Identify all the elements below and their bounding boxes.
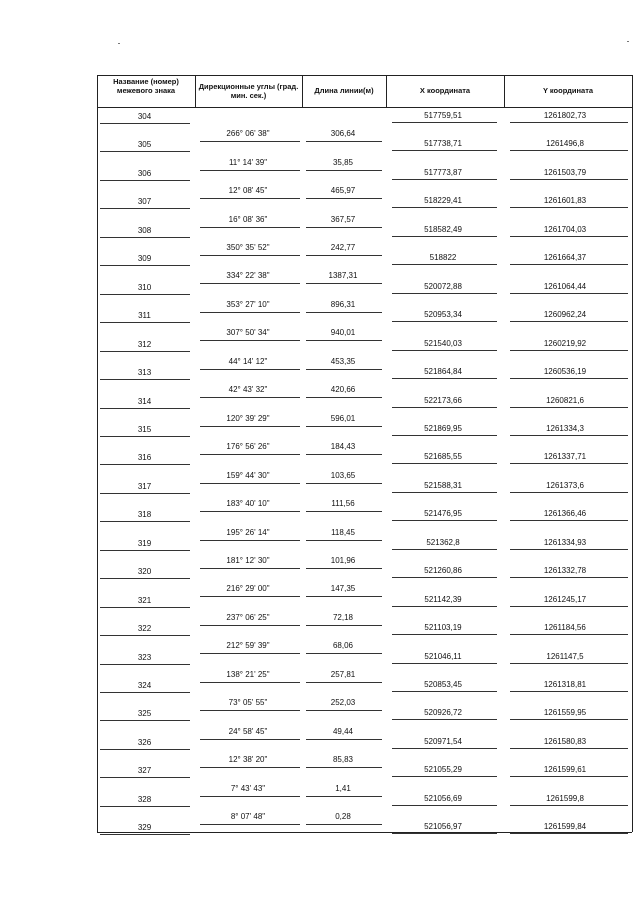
segment-length: 420,66 bbox=[330, 385, 356, 395]
segment-length: 68,06 bbox=[332, 641, 354, 651]
row-rule bbox=[200, 227, 300, 228]
x-coordinate: 521864,84 bbox=[424, 367, 462, 377]
segment-length: 257,81 bbox=[330, 669, 356, 679]
x-coordinate: 521476,95 bbox=[424, 509, 462, 519]
y-coordinate: 1261337,71 bbox=[543, 452, 587, 462]
point-name: 323 bbox=[137, 652, 152, 662]
row-rule bbox=[100, 379, 190, 380]
row-rule bbox=[100, 237, 190, 238]
direction-angle: 350° 35' 52" bbox=[226, 243, 270, 253]
row-rule bbox=[200, 767, 300, 768]
row-rule bbox=[510, 719, 628, 720]
segment-length: 1387,31 bbox=[328, 271, 358, 281]
row-rule bbox=[100, 265, 190, 266]
x-coordinate: 517738,71 bbox=[424, 139, 462, 149]
x-coordinate: 521362,8 bbox=[426, 537, 460, 547]
row-rule bbox=[100, 208, 190, 209]
row-rule bbox=[510, 748, 628, 749]
row-rule bbox=[306, 767, 382, 768]
row-rule bbox=[306, 227, 382, 228]
row-rule bbox=[100, 607, 190, 608]
row-rule bbox=[510, 634, 628, 635]
row-rule bbox=[306, 369, 382, 370]
row-rule bbox=[392, 748, 497, 749]
segment-length: 0,28 bbox=[335, 812, 351, 822]
row-rule bbox=[392, 492, 497, 493]
row-rule bbox=[510, 150, 628, 151]
x-coordinate: 521540,03 bbox=[424, 338, 462, 348]
row-rule bbox=[100, 720, 190, 721]
row-rule bbox=[200, 540, 300, 541]
row-rule bbox=[510, 606, 628, 607]
point-name: 310 bbox=[137, 282, 152, 292]
header-y: Y координата bbox=[542, 86, 594, 95]
row-rule bbox=[200, 170, 300, 171]
y-coordinate: 1261704,03 bbox=[543, 224, 587, 234]
row-rule bbox=[392, 549, 497, 550]
row-rule bbox=[392, 520, 497, 521]
row-rule bbox=[392, 179, 497, 180]
y-coordinate: 1261559,95 bbox=[543, 708, 587, 718]
x-coordinate: 520953,34 bbox=[424, 310, 462, 320]
row-rule bbox=[392, 378, 497, 379]
column-border bbox=[632, 75, 633, 832]
x-coordinate: 521055,29 bbox=[424, 765, 462, 775]
row-rule bbox=[510, 776, 628, 777]
direction-angle: 138° 21' 25" bbox=[226, 669, 270, 679]
y-coordinate: 1261366,46 bbox=[543, 509, 587, 519]
header-x: X координата bbox=[419, 86, 471, 95]
row-rule bbox=[306, 796, 382, 797]
direction-angle: 212° 59' 39" bbox=[226, 641, 270, 651]
row-rule bbox=[510, 407, 628, 408]
x-coordinate: 520926,72 bbox=[424, 708, 462, 718]
row-rule bbox=[200, 653, 300, 654]
direction-angle: 307° 50' 34" bbox=[226, 328, 270, 338]
y-coordinate: 1260821,6 bbox=[546, 395, 584, 405]
direction-angle: 176° 56' 26" bbox=[226, 442, 270, 452]
row-rule bbox=[100, 151, 190, 152]
row-rule bbox=[510, 492, 628, 493]
row-rule bbox=[392, 293, 497, 294]
segment-length: 252,03 bbox=[330, 698, 356, 708]
row-rule bbox=[510, 179, 628, 180]
direction-angle: 11° 14' 39" bbox=[228, 157, 268, 167]
segment-length: 465,97 bbox=[330, 186, 356, 196]
y-coordinate: 1260536,19 bbox=[543, 367, 587, 377]
segment-length: 453,35 bbox=[330, 356, 356, 366]
direction-angle: 12° 08' 45" bbox=[228, 186, 268, 196]
row-rule bbox=[306, 511, 382, 512]
x-coordinate: 521056,97 bbox=[424, 822, 462, 832]
row-rule bbox=[392, 407, 497, 408]
x-coordinate: 518582,49 bbox=[424, 224, 462, 234]
row-rule bbox=[100, 834, 190, 835]
row-rule bbox=[100, 664, 190, 665]
row-rule bbox=[200, 255, 300, 256]
row-rule bbox=[200, 426, 300, 427]
direction-angle: 159° 44' 30" bbox=[226, 470, 270, 480]
x-coordinate: 521869,95 bbox=[424, 423, 462, 433]
point-name: 321 bbox=[137, 595, 152, 605]
x-coordinate: 518822 bbox=[429, 253, 457, 263]
x-coordinate: 521142,39 bbox=[424, 594, 462, 604]
point-name: 326 bbox=[137, 737, 152, 747]
direction-angle: 120° 39' 29" bbox=[226, 413, 270, 423]
segment-length: 242,77 bbox=[330, 243, 356, 253]
direction-angle: 334° 22' 38" bbox=[226, 271, 270, 281]
x-coordinate: 517773,87 bbox=[424, 167, 462, 177]
row-rule bbox=[200, 340, 300, 341]
segment-length: 940,01 bbox=[330, 328, 356, 338]
segment-length: 367,57 bbox=[330, 214, 356, 224]
scan-speck bbox=[627, 41, 629, 42]
y-coordinate: 1261664,37 bbox=[543, 253, 587, 263]
row-rule bbox=[306, 682, 382, 683]
direction-angle: 181° 12' 30" bbox=[226, 555, 270, 565]
header-length: Длина линии(м) bbox=[314, 86, 374, 95]
point-name: 315 bbox=[137, 424, 152, 434]
row-rule bbox=[200, 454, 300, 455]
y-coordinate: 1261245,17 bbox=[543, 594, 587, 604]
segment-length: 103,65 bbox=[330, 470, 356, 480]
point-name: 306 bbox=[137, 168, 152, 178]
y-coordinate: 1261580,83 bbox=[543, 736, 587, 746]
y-coordinate: 1261064,44 bbox=[543, 281, 587, 291]
row-rule bbox=[306, 710, 382, 711]
x-coordinate: 521588,31 bbox=[424, 480, 462, 490]
row-rule bbox=[200, 511, 300, 512]
point-name: 311 bbox=[138, 311, 151, 321]
point-name: 308 bbox=[137, 225, 152, 235]
row-rule bbox=[200, 596, 300, 597]
point-name: 312 bbox=[137, 339, 152, 349]
row-rule bbox=[306, 483, 382, 484]
segment-length: 101,96 bbox=[330, 555, 356, 565]
row-rule bbox=[510, 207, 628, 208]
row-rule bbox=[200, 141, 300, 142]
direction-angle: 183° 40' 10" bbox=[226, 499, 270, 509]
row-rule bbox=[392, 350, 497, 351]
row-rule bbox=[306, 255, 382, 256]
point-name: 305 bbox=[137, 140, 152, 150]
segment-length: 1,41 bbox=[335, 783, 351, 793]
x-coordinate: 520853,45 bbox=[424, 680, 462, 689]
y-coordinate: 1261599,84 bbox=[543, 822, 587, 832]
point-name: 322 bbox=[137, 624, 152, 634]
direction-angle: 12° 38' 20" bbox=[228, 755, 268, 765]
row-rule bbox=[100, 322, 190, 323]
segment-length: 306,64 bbox=[330, 129, 356, 139]
direction-angle: 195° 26' 14" bbox=[226, 527, 270, 537]
row-rule bbox=[510, 663, 628, 664]
row-rule bbox=[306, 625, 382, 626]
row-rule bbox=[200, 625, 300, 626]
row-rule bbox=[200, 710, 300, 711]
row-rule bbox=[510, 321, 628, 322]
row-rule bbox=[392, 264, 497, 265]
segment-length: 896,31 bbox=[330, 299, 356, 309]
row-rule bbox=[510, 378, 628, 379]
direction-angle: 16° 08' 36" bbox=[228, 214, 268, 224]
row-rule bbox=[200, 312, 300, 313]
row-rule bbox=[392, 236, 497, 237]
direction-angle: 42° 43' 32" bbox=[228, 385, 268, 395]
row-rule bbox=[200, 824, 300, 825]
row-rule bbox=[100, 578, 190, 579]
row-rule bbox=[100, 550, 190, 551]
row-rule bbox=[100, 692, 190, 693]
x-coordinate: 521260,86 bbox=[424, 566, 462, 576]
row-rule bbox=[392, 719, 497, 720]
x-coordinate: 521685,55 bbox=[424, 452, 462, 462]
y-coordinate: 1261496,8 bbox=[546, 139, 584, 149]
row-rule bbox=[100, 351, 190, 352]
row-rule bbox=[392, 150, 497, 151]
y-coordinate: 1261334,3 bbox=[546, 423, 584, 433]
point-name: 327 bbox=[137, 766, 152, 776]
row-rule bbox=[200, 796, 300, 797]
row-rule bbox=[200, 739, 300, 740]
y-coordinate: 1261147,5 bbox=[546, 651, 584, 661]
direction-angle: 73° 05' 55" bbox=[228, 698, 268, 708]
x-coordinate: 521056,69 bbox=[424, 793, 462, 803]
point-name: 320 bbox=[137, 567, 152, 577]
segment-length: 147,35 bbox=[330, 584, 356, 594]
row-rule bbox=[100, 806, 190, 807]
row-rule bbox=[510, 236, 628, 237]
row-rule bbox=[200, 568, 300, 569]
segment-length: 184,43 bbox=[330, 442, 356, 452]
row-rule bbox=[392, 122, 497, 123]
row-rule bbox=[392, 805, 497, 806]
x-coordinate: 518229,41 bbox=[424, 196, 462, 206]
row-rule bbox=[392, 207, 497, 208]
row-rule bbox=[392, 321, 497, 322]
row-rule bbox=[306, 824, 382, 825]
row-rule bbox=[306, 540, 382, 541]
row-rule bbox=[392, 634, 497, 635]
point-name: 304 bbox=[137, 112, 152, 121]
point-name: 319 bbox=[137, 538, 152, 548]
y-coordinate: 1260962,24 bbox=[543, 310, 587, 320]
row-rule bbox=[100, 408, 190, 409]
y-coordinate: 1261184,56 bbox=[544, 623, 586, 633]
row-rule bbox=[200, 397, 300, 398]
y-coordinate: 1260219,92 bbox=[543, 338, 587, 348]
point-name: 324 bbox=[137, 681, 152, 690]
row-rule bbox=[510, 435, 628, 436]
header-bottom-border bbox=[97, 107, 632, 108]
direction-angle: 8° 07' 48" bbox=[230, 812, 266, 822]
row-rule bbox=[306, 653, 382, 654]
y-coordinate: 1261601,83 bbox=[543, 196, 587, 206]
table-top-border bbox=[97, 75, 632, 76]
row-rule bbox=[306, 426, 382, 427]
direction-angle: 353° 27' 10" bbox=[226, 299, 270, 309]
header-angles: Дирекционные углы (град. мин. сек.) bbox=[198, 82, 299, 100]
row-rule bbox=[392, 463, 497, 464]
header-name: Название (номер) межевого знака bbox=[113, 77, 179, 95]
segment-length: 35,85 bbox=[332, 157, 354, 167]
row-rule bbox=[306, 312, 382, 313]
direction-angle: 266° 06' 38" bbox=[226, 129, 270, 139]
row-rule bbox=[306, 739, 382, 740]
segment-length: 85,83 bbox=[332, 755, 354, 765]
y-coordinate: 1261318,81 bbox=[543, 680, 587, 689]
row-rule bbox=[200, 283, 300, 284]
row-rule bbox=[510, 577, 628, 578]
direction-angle: 44° 14' 12" bbox=[228, 356, 268, 366]
row-rule bbox=[100, 464, 190, 465]
row-rule bbox=[392, 776, 497, 777]
y-coordinate: 1261599,61 bbox=[543, 765, 587, 775]
row-rule bbox=[306, 198, 382, 199]
x-coordinate: 520072,88 bbox=[424, 281, 462, 291]
y-coordinate: 1261332,78 bbox=[543, 566, 587, 576]
row-rule bbox=[392, 606, 497, 607]
point-name: 314 bbox=[137, 396, 152, 406]
y-coordinate: 1261334,93 bbox=[543, 537, 587, 547]
row-rule bbox=[100, 123, 190, 124]
x-coordinate: 520971,54 bbox=[424, 736, 462, 746]
scan-speck bbox=[118, 43, 120, 44]
row-rule bbox=[306, 283, 382, 284]
row-rule bbox=[392, 435, 497, 436]
segment-length: 72,18 bbox=[332, 612, 354, 622]
row-rule bbox=[510, 549, 628, 550]
row-rule bbox=[100, 635, 190, 636]
segment-length: 596,01 bbox=[330, 413, 356, 423]
row-rule bbox=[510, 350, 628, 351]
row-rule bbox=[100, 436, 190, 437]
row-rule bbox=[306, 568, 382, 569]
y-coordinate: 1261503,79 bbox=[543, 167, 587, 177]
row-rule bbox=[200, 198, 300, 199]
row-rule bbox=[510, 293, 628, 294]
direction-angle: 24° 58' 45" bbox=[228, 726, 268, 736]
y-coordinate: 1261599,8 bbox=[546, 793, 584, 803]
row-rule bbox=[510, 264, 628, 265]
row-rule bbox=[306, 170, 382, 171]
segment-length: 49,44 bbox=[332, 726, 354, 736]
row-rule bbox=[100, 749, 190, 750]
row-rule bbox=[510, 463, 628, 464]
row-rule bbox=[510, 122, 628, 123]
row-rule bbox=[200, 369, 300, 370]
direction-angle: 237° 06' 25" bbox=[226, 612, 270, 622]
point-name: 318 bbox=[137, 510, 152, 520]
row-rule bbox=[306, 596, 382, 597]
row-rule bbox=[510, 833, 628, 834]
point-name: 329 bbox=[137, 823, 152, 833]
row-rule bbox=[306, 340, 382, 341]
y-coordinate: 1261373,6 bbox=[546, 480, 584, 490]
row-rule bbox=[392, 691, 497, 692]
x-coordinate: 517759,51 bbox=[424, 111, 462, 120]
point-name: 328 bbox=[137, 794, 152, 804]
row-rule bbox=[100, 294, 190, 295]
point-name: 309 bbox=[137, 254, 152, 264]
row-rule bbox=[200, 682, 300, 683]
segment-length: 118,45 bbox=[331, 527, 355, 537]
row-rule bbox=[100, 180, 190, 181]
row-rule bbox=[100, 521, 190, 522]
point-name: 325 bbox=[137, 709, 152, 719]
row-rule bbox=[510, 805, 628, 806]
point-name: 307 bbox=[137, 197, 152, 207]
segment-length: 111,56 bbox=[331, 499, 355, 509]
x-coordinate: 521103,19 bbox=[424, 623, 462, 633]
row-rule bbox=[306, 141, 382, 142]
point-name: 317 bbox=[137, 481, 152, 491]
row-rule bbox=[510, 520, 628, 521]
y-coordinate: 1261802,73 bbox=[543, 111, 587, 120]
row-rule bbox=[392, 833, 497, 834]
point-name: 316 bbox=[137, 453, 152, 463]
x-coordinate: 522173,66 bbox=[424, 395, 462, 405]
row-rule bbox=[392, 577, 497, 578]
x-coordinate: 521046,11 bbox=[424, 651, 462, 661]
row-rule bbox=[200, 483, 300, 484]
row-rule bbox=[510, 691, 628, 692]
row-rule bbox=[100, 777, 190, 778]
direction-angle: 216° 29' 00" bbox=[226, 584, 270, 594]
row-rule bbox=[306, 397, 382, 398]
row-rule bbox=[306, 454, 382, 455]
row-rule bbox=[100, 493, 190, 494]
row-rule bbox=[392, 663, 497, 664]
direction-angle: 7° 43' 43" bbox=[230, 783, 266, 793]
point-name: 313 bbox=[137, 368, 152, 378]
